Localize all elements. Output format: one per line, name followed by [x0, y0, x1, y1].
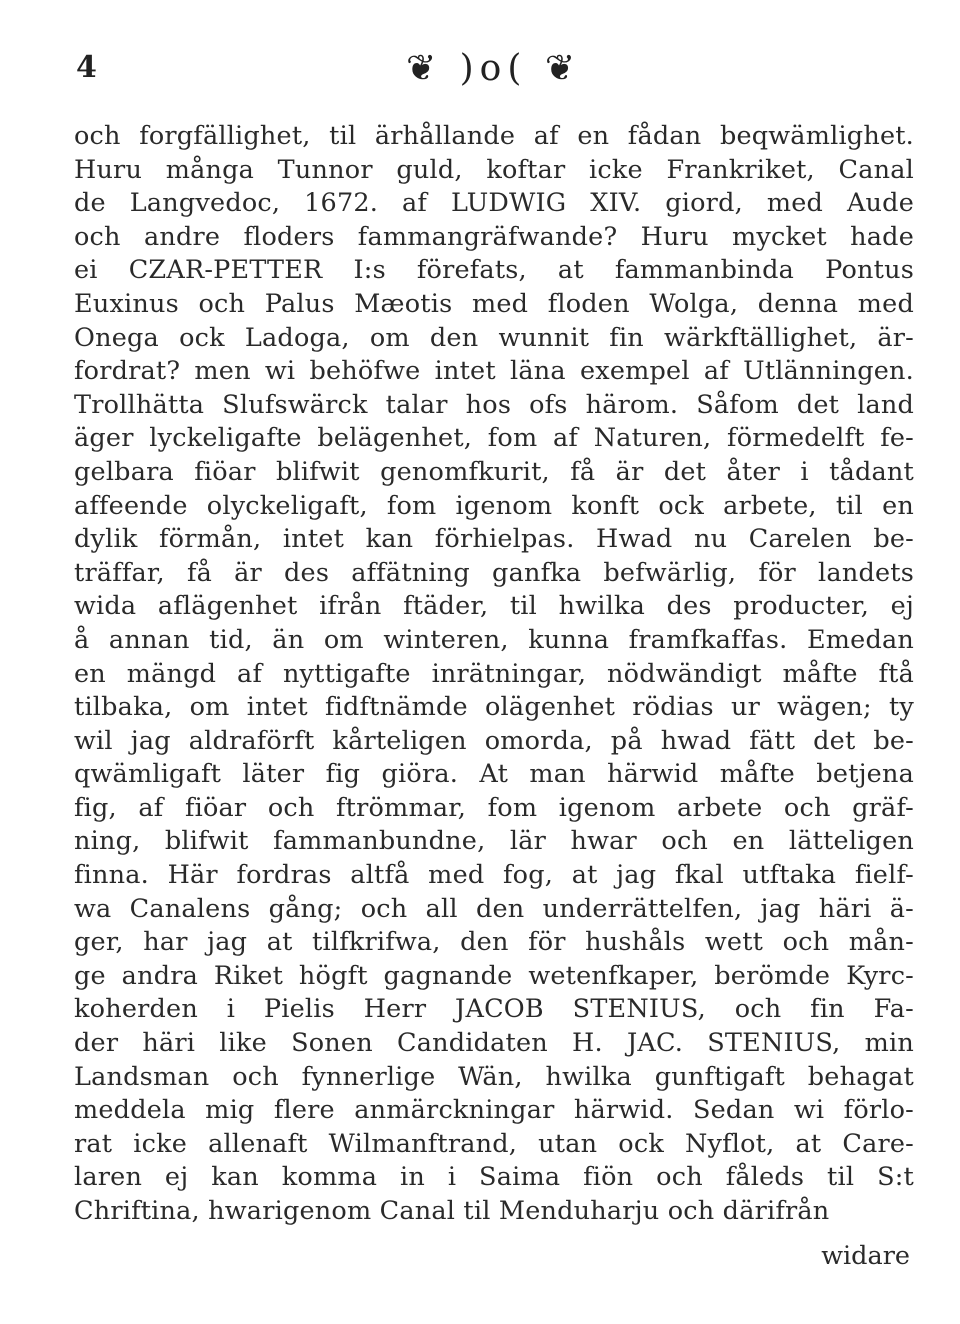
- text-line: ning, blifwit fammanbundne, lär hwar och en lätteligen: [74, 826, 914, 857]
- text-line: Huru många Tunnor guld, koftar icke Frankriket, Canal: [74, 154, 914, 185]
- catchword: widare: [821, 1241, 910, 1271]
- text-line: laren ej kan komma in i Saima fiön och fåleds til S:t: [74, 1162, 914, 1193]
- text-line: och forgfällighet, til ärhållande af en fådan beqwämlighet.: [74, 121, 914, 151]
- text-line: rat icke allenaft Wilmanftrand, utan ock Nyflot, at Care-: [74, 1128, 914, 1159]
- text-line: wida aflägenhet ifrån ftäder, til hwilka des producter, ej: [74, 591, 914, 622]
- text-line: fordrat? men wi behöfwe intet läna exempel af Utlänningen.: [74, 356, 914, 387]
- text-line: träffar, få är des affätning ganfka befwärlig, för landets: [74, 557, 914, 588]
- text-line: koherden i Pielis Herr JACOB STENIUS, och fin Fa-: [74, 994, 914, 1025]
- text-line: meddela mig flere anmärckningar härwid. Sedan wi förlo-: [74, 1095, 914, 1126]
- text-line: qwämligaft läter fig giöra. At man härwid måfte betjena: [74, 759, 914, 790]
- page-header: [76, 48, 896, 98]
- text-line: de Langvedoc, 1672. af LUDWIG XIV. giord, med Aude: [74, 188, 914, 219]
- text-line: Euxinus och Palus Mæotis med floden Wolga, denna med: [74, 288, 914, 319]
- text-line: ge andra Riket högft gagnande wetenfkaper, berömde Kyrc-: [74, 960, 914, 991]
- text-line: wa Canalens gång; och all den underrättelfen, jag häri ä-: [74, 893, 914, 924]
- text-line: och andre floders fammangräfwande? Huru mycket hade: [74, 221, 914, 252]
- text-line: Trollhätta Slufswärck talar hos ofs härom. Såfom det land: [74, 389, 914, 420]
- text-line: tilbaka, om intet fidftnämde olägenhet rödias ur wägen; ty: [74, 692, 914, 723]
- text-line: äger lyckeligafte belägenhet, fom af Naturen, förmedelft fe-: [74, 423, 914, 454]
- text-line: finna. Här fordras altfå med fog, at jag fkal utftaka fielf-: [74, 860, 914, 891]
- text-line: Landsman och fynnerlige Wän, hwilka gunftigaft behagat: [74, 1061, 914, 1092]
- text-line: Chriftina, hwarigenom Canal til Menduharju och därifrån: [74, 1196, 830, 1226]
- text-line: wil jag aldraförft kårteligen omorda, på hwad fätt det be-: [74, 725, 914, 756]
- text-line: affeende olyckeligaft, fom igenom konft ock arbete, til en: [74, 490, 914, 521]
- header-ornament: ❦ )o( ❦: [406, 48, 581, 89]
- body-text: [74, 120, 914, 1229]
- text-line: fig, af fiöar och ftrömmar, fom igenom arbete och gräf-: [74, 792, 914, 823]
- text-line: Onega ock Ladoga, om den wunnit fin wärkftällighet, är-: [74, 322, 914, 353]
- text-line: gelbara fiöar blifwit genomfkurit, få är det åter i tådant: [74, 456, 914, 487]
- text-line: å annan tid, än om winteren, kunna framfkaffas. Emedan: [74, 624, 914, 655]
- page-number: 4: [76, 50, 97, 85]
- text-line: dylik förmån, intet kan förhielpas. Hwad nu Carelen be-: [74, 524, 914, 555]
- text-line: ei CZAR-PETTER I:s förefats, at fammanbinda Pontus: [74, 255, 914, 286]
- text-line: ger, har jag at tilfkrifwa, den för hushåls wett och mån-: [74, 927, 914, 958]
- text-line: der häri like Sonen Candidaten H. JAC. STENIUS, min: [74, 1028, 914, 1059]
- text-line: en mängd af nyttigafte inrätningar, nödwändigt måfte ftå: [74, 658, 914, 689]
